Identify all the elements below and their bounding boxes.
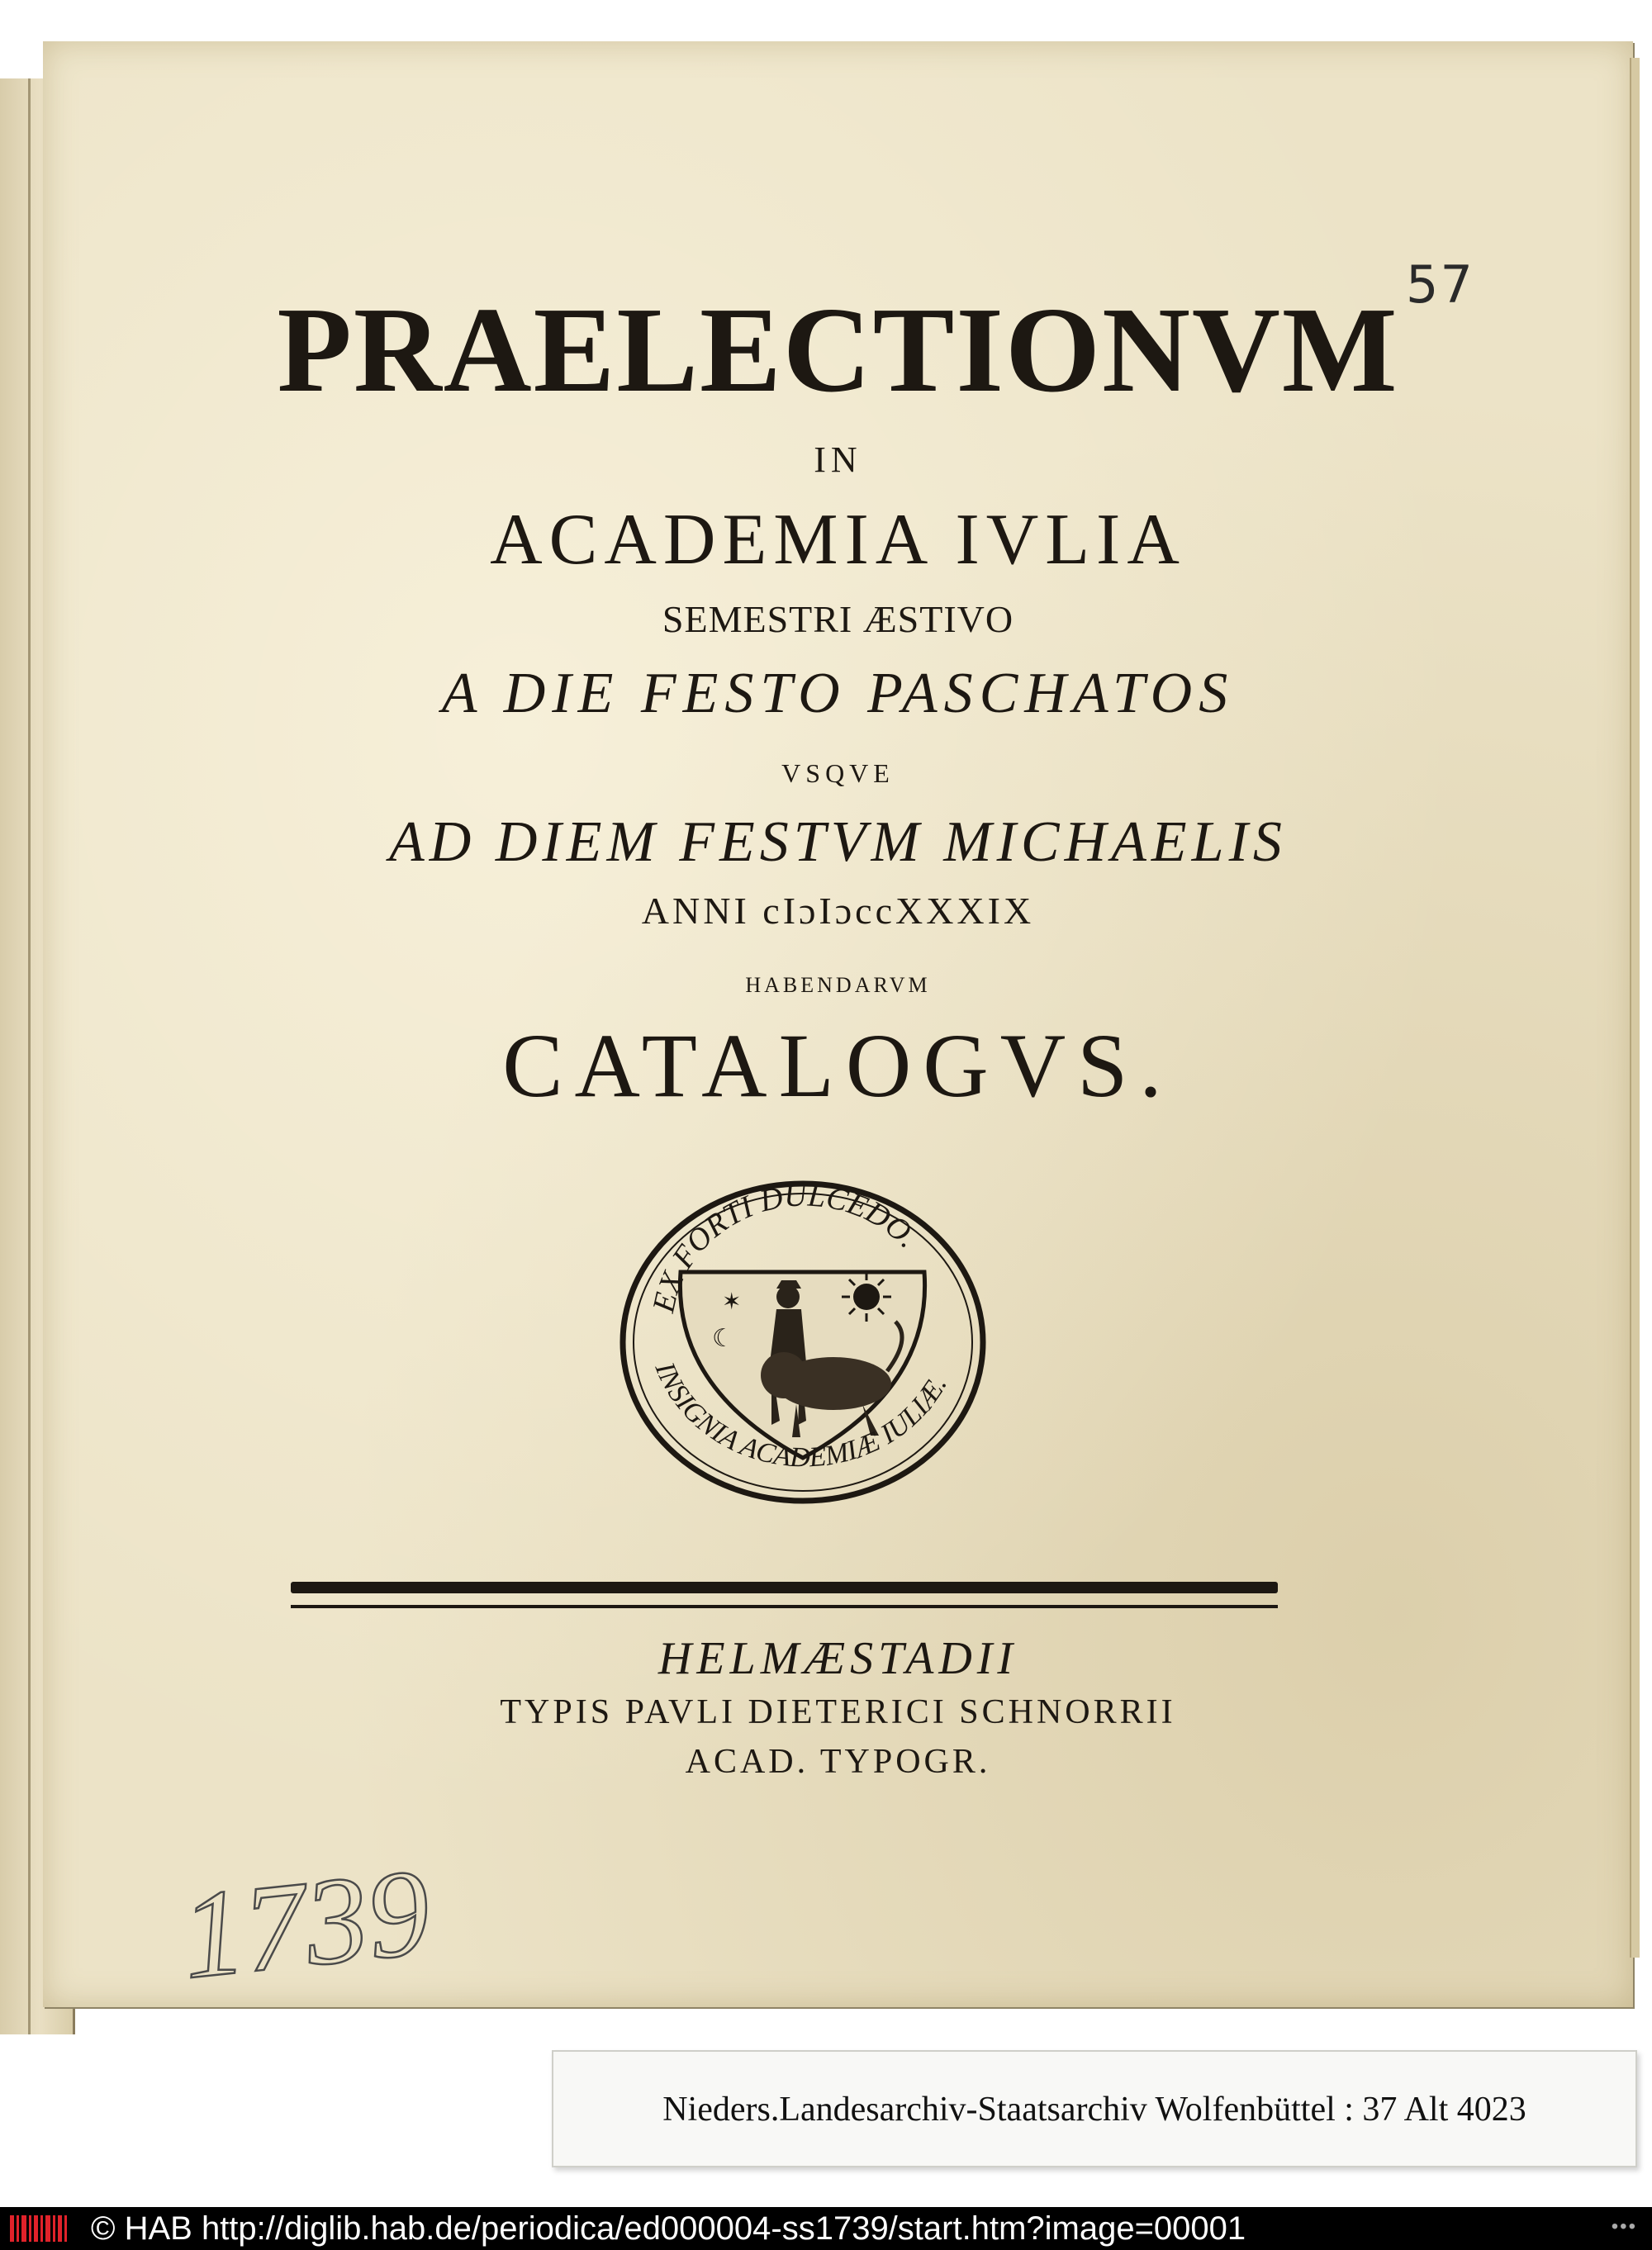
- university-seal: [615, 1173, 990, 1507]
- habendarum-line: HABENDARVM: [745, 973, 931, 997]
- handwritten-year: [175, 1838, 530, 2028]
- imprint-place: HELMÆSTADII: [657, 1633, 1018, 1684]
- more-dots: •••: [1611, 2215, 1637, 2238]
- imprint-printer: TYPIS PAVLI DIETERICI SCHNORRII: [500, 1693, 1176, 1731]
- line-in: IN: [814, 439, 862, 480]
- title-page: [43, 41, 1633, 2007]
- shelfmark-label: [552, 2050, 1637, 2167]
- catalogus-line: CATALOGVS.: [502, 1015, 1174, 1116]
- end-date-line: AD DIEM FESTVM MICHAELIS: [389, 810, 1287, 874]
- semester-line: SEMESTRI ÆSTIVO: [662, 598, 1014, 640]
- seal-motto-bottom: INSIGNIA ACADEMIÆ IULIÆ.: [648, 1358, 953, 1474]
- page-fold: [28, 78, 31, 2034]
- credit-bar: [0, 2207, 1652, 2250]
- start-date-line: A DIE FESTO PASCHATOS: [441, 662, 1235, 725]
- barcode-icon: [8, 2212, 73, 2245]
- rule-thin: [291, 1605, 1278, 1608]
- academia-line: ACADEMIA IVLIA: [490, 500, 1186, 580]
- folio-number: 57: [1406, 254, 1474, 315]
- star-icon: ✶: [722, 1289, 742, 1315]
- shelfmark-text: Nieders.Landesarchiv-Staatsarchiv Wolfenbüttel : 37 Alt 4023: [662, 2091, 1526, 2129]
- rule-thick: [291, 1582, 1278, 1593]
- title-line: PRAELECTIONVM: [277, 282, 1399, 418]
- usque-line: VSQVE: [781, 758, 895, 788]
- moon-icon: ☾: [712, 1325, 734, 1352]
- year-line: ANNI cIɔIɔccXXXIX: [641, 890, 1035, 932]
- sun-icon: [842, 1272, 891, 1322]
- imprint-role: ACAD. TYPOGR.: [685, 1743, 991, 1781]
- handwritten-year-text: 1739: [175, 1843, 436, 2006]
- seal-motto-top-text: EX FORTI DULCEDO.: [646, 1178, 926, 1316]
- credit-link[interactable]: © HAB http://diglib.hab.de/periodica/ed000004-ss1739/start.htm?image=00001: [91, 2210, 1246, 2247]
